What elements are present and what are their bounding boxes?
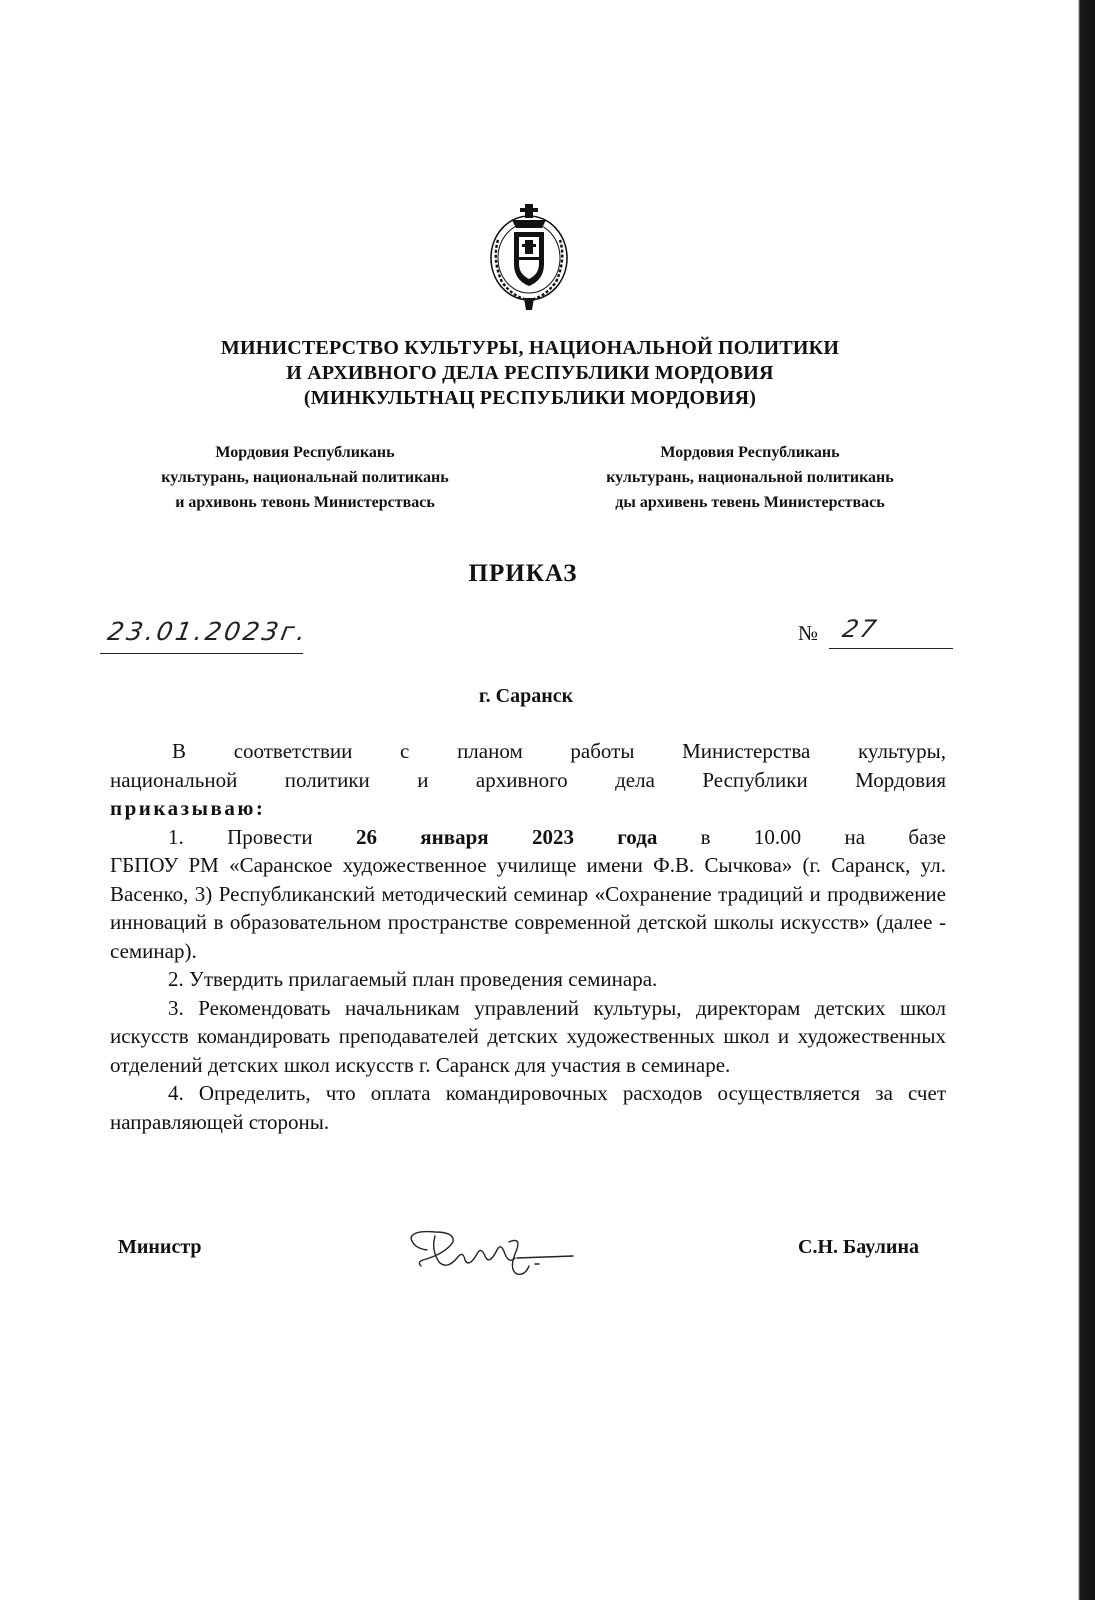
ministry-name-russian [150, 336, 910, 411]
erzya-line-1: Мордовия Республикань [660, 444, 840, 461]
ministry-line-1: МИНИСТЕРСТВО КУЛЬТУРЫ, НАЦИОНАЛЬНОЙ ПОЛИТИКИ [220, 337, 840, 359]
document-title: ПРИКАЗ [468, 560, 578, 587]
number-field [829, 615, 953, 649]
handwritten-number: 27 [840, 615, 881, 643]
scan-dark-edge [1061, 0, 1095, 1600]
moksha-line-2: культурань, национальнай политикань [161, 469, 449, 486]
date-field [100, 615, 311, 654]
ministry-line-3: (МИНКУЛЬТНАЦ РЕСПУБЛИКИ МОРДОВИЯ) [303, 387, 757, 409]
erzya-line-3: ды архивень тевень Министерствась [615, 494, 885, 511]
erzya-line-2: культурань, национальной политикань [606, 469, 894, 486]
item-1-rest: ГБПОУ РМ «Саранское художественное училище имени Ф.В. Сычкова» (г. Саранск, ул. Васенко, 3) Республиканский методический семинар «Сохранение традиций и продвижение инноваций в образовательном пространстве современной детской школы искусств» (далее - семинар). [110, 853, 946, 963]
handwritten-signature [405, 1220, 575, 1280]
moksha-line-1: Мордовия Республикань [215, 444, 395, 461]
item-1-first-line: 1. Провести 26 января 2023 года в 10.00 на базе [168, 824, 946, 849]
moksha-line-3: и архивонь тевонь Министерствась [175, 494, 435, 511]
order-word: приказываю: [110, 796, 266, 820]
signatory-name: С.Н. Баулина [798, 1236, 919, 1258]
seminar-date: 26 января 2023 года [355, 824, 658, 849]
item-4: 4. Определить, что оплата командировочных расходов осуществляется за счет направляющей стороны. [110, 1081, 946, 1134]
order-body [110, 737, 946, 1136]
handwritten-date: 23.01.2023г. [105, 617, 311, 646]
intro-line-2: национальной политики и архивного дела Республики Мордовия [110, 767, 946, 792]
ministry-name-erzya [550, 440, 950, 515]
item-3: 3. Рекомендовать начальникам управлений культуры, директорам детских школ искусств командировать преподавателей детских художественных школ и художественных отделений детских школ искусств г. Саранск для участия в семинаре. [110, 995, 946, 1077]
item-2: 2. Утвердить прилагаемый план проведения семинара. [168, 967, 658, 991]
ministry-name-moksha [100, 440, 510, 515]
intro-line-1: В соответствии с планом работы Министерства культуры, [172, 739, 946, 763]
signatory-role: Министр [118, 1236, 202, 1258]
number-sign: № [798, 621, 819, 645]
city: г. Саранск [478, 685, 574, 707]
coat-of-arms-emblem [484, 200, 574, 312]
ministry-line-2: И АРХИВНОГО ДЕЛА РЕСПУБЛИКИ МОРДОВИЯ [286, 362, 774, 384]
